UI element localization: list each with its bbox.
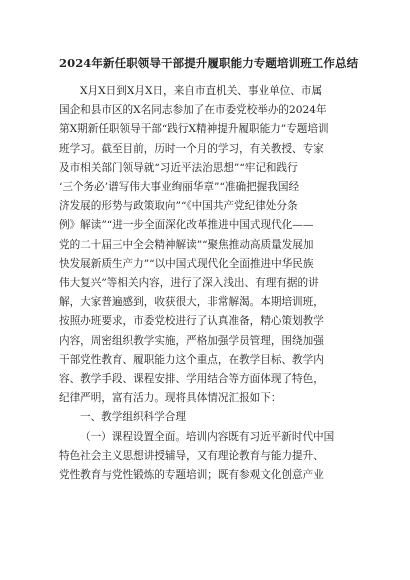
document-body <box>59 82 353 485</box>
body-line: 伟大复兴”等相关内容，进行了深入浅出、有理有据的讲 <box>59 277 319 290</box>
body-line: 内容，周密组织教学实施，严格加强学员管理，围绕加强 <box>59 334 324 347</box>
body-line: 特色社会主义思想讲授辅导，又有理论教育与能力提升、 <box>59 449 324 462</box>
body-line: X月X日到X月X日，来自市直机关、事业单位、市属 <box>80 85 323 97</box>
body-line: 快发展新质生产力”“以中国式现代化全面推进中华民族 <box>59 257 314 270</box>
body-line: 按照办班要求，市委党校进行了认真准备，精心策划教学 <box>59 315 324 328</box>
section-heading: 一、教学组织科学合理 <box>80 411 186 424</box>
body-line: 例》解读”“进一步全面深化改革推进中国式现代化—— <box>59 219 314 232</box>
body-line: 党的二十届三中全会精神解读”“聚焦推动高质量发展加 <box>59 238 314 251</box>
body-line: 容、教学手段、课程安排、学用结合等方面体现了特色， <box>59 373 324 386</box>
body-line: 干部党性教育、履职能力这个重点，在教学目标、教学内 <box>59 353 324 366</box>
subsection-heading: （一）课程设置全面。培训内容既有习近平新时代中国 <box>80 430 335 443</box>
body-line: 解，大家普遍感到，收获很大，非常解渴。本期培训班， <box>59 296 324 309</box>
body-line: ‘三个务必’谱写伟大事业绚丽华章”“准确把握我国经 <box>59 181 300 194</box>
body-line: 及市相关部门领导就“习近平法治思想”“牢记和践行 <box>59 161 298 174</box>
body-line: 班学习。截至目前，历时一个月的学习，有关教授、专家 <box>59 142 324 155</box>
body-line: 第X期新任职领导干部“践行X精神提升履职能力”专题培训 <box>59 123 329 136</box>
document-title: 2024年新任职领导干部提升履职能力专题培训班工作总结 <box>59 56 359 70</box>
body-line: 纪律严明，富有活力。现将具体情况汇报如下： <box>59 392 282 405</box>
body-line: 国企和县市区的X名同志参加了在市委党校举办的2024年 <box>59 104 327 117</box>
body-line: 党性教育与党性锻炼的专题培训；既有参观文化创意产业 <box>59 469 324 482</box>
body-line: 济发展的形势与政策取向”“《中国共产党纪律处分条 <box>59 200 298 213</box>
